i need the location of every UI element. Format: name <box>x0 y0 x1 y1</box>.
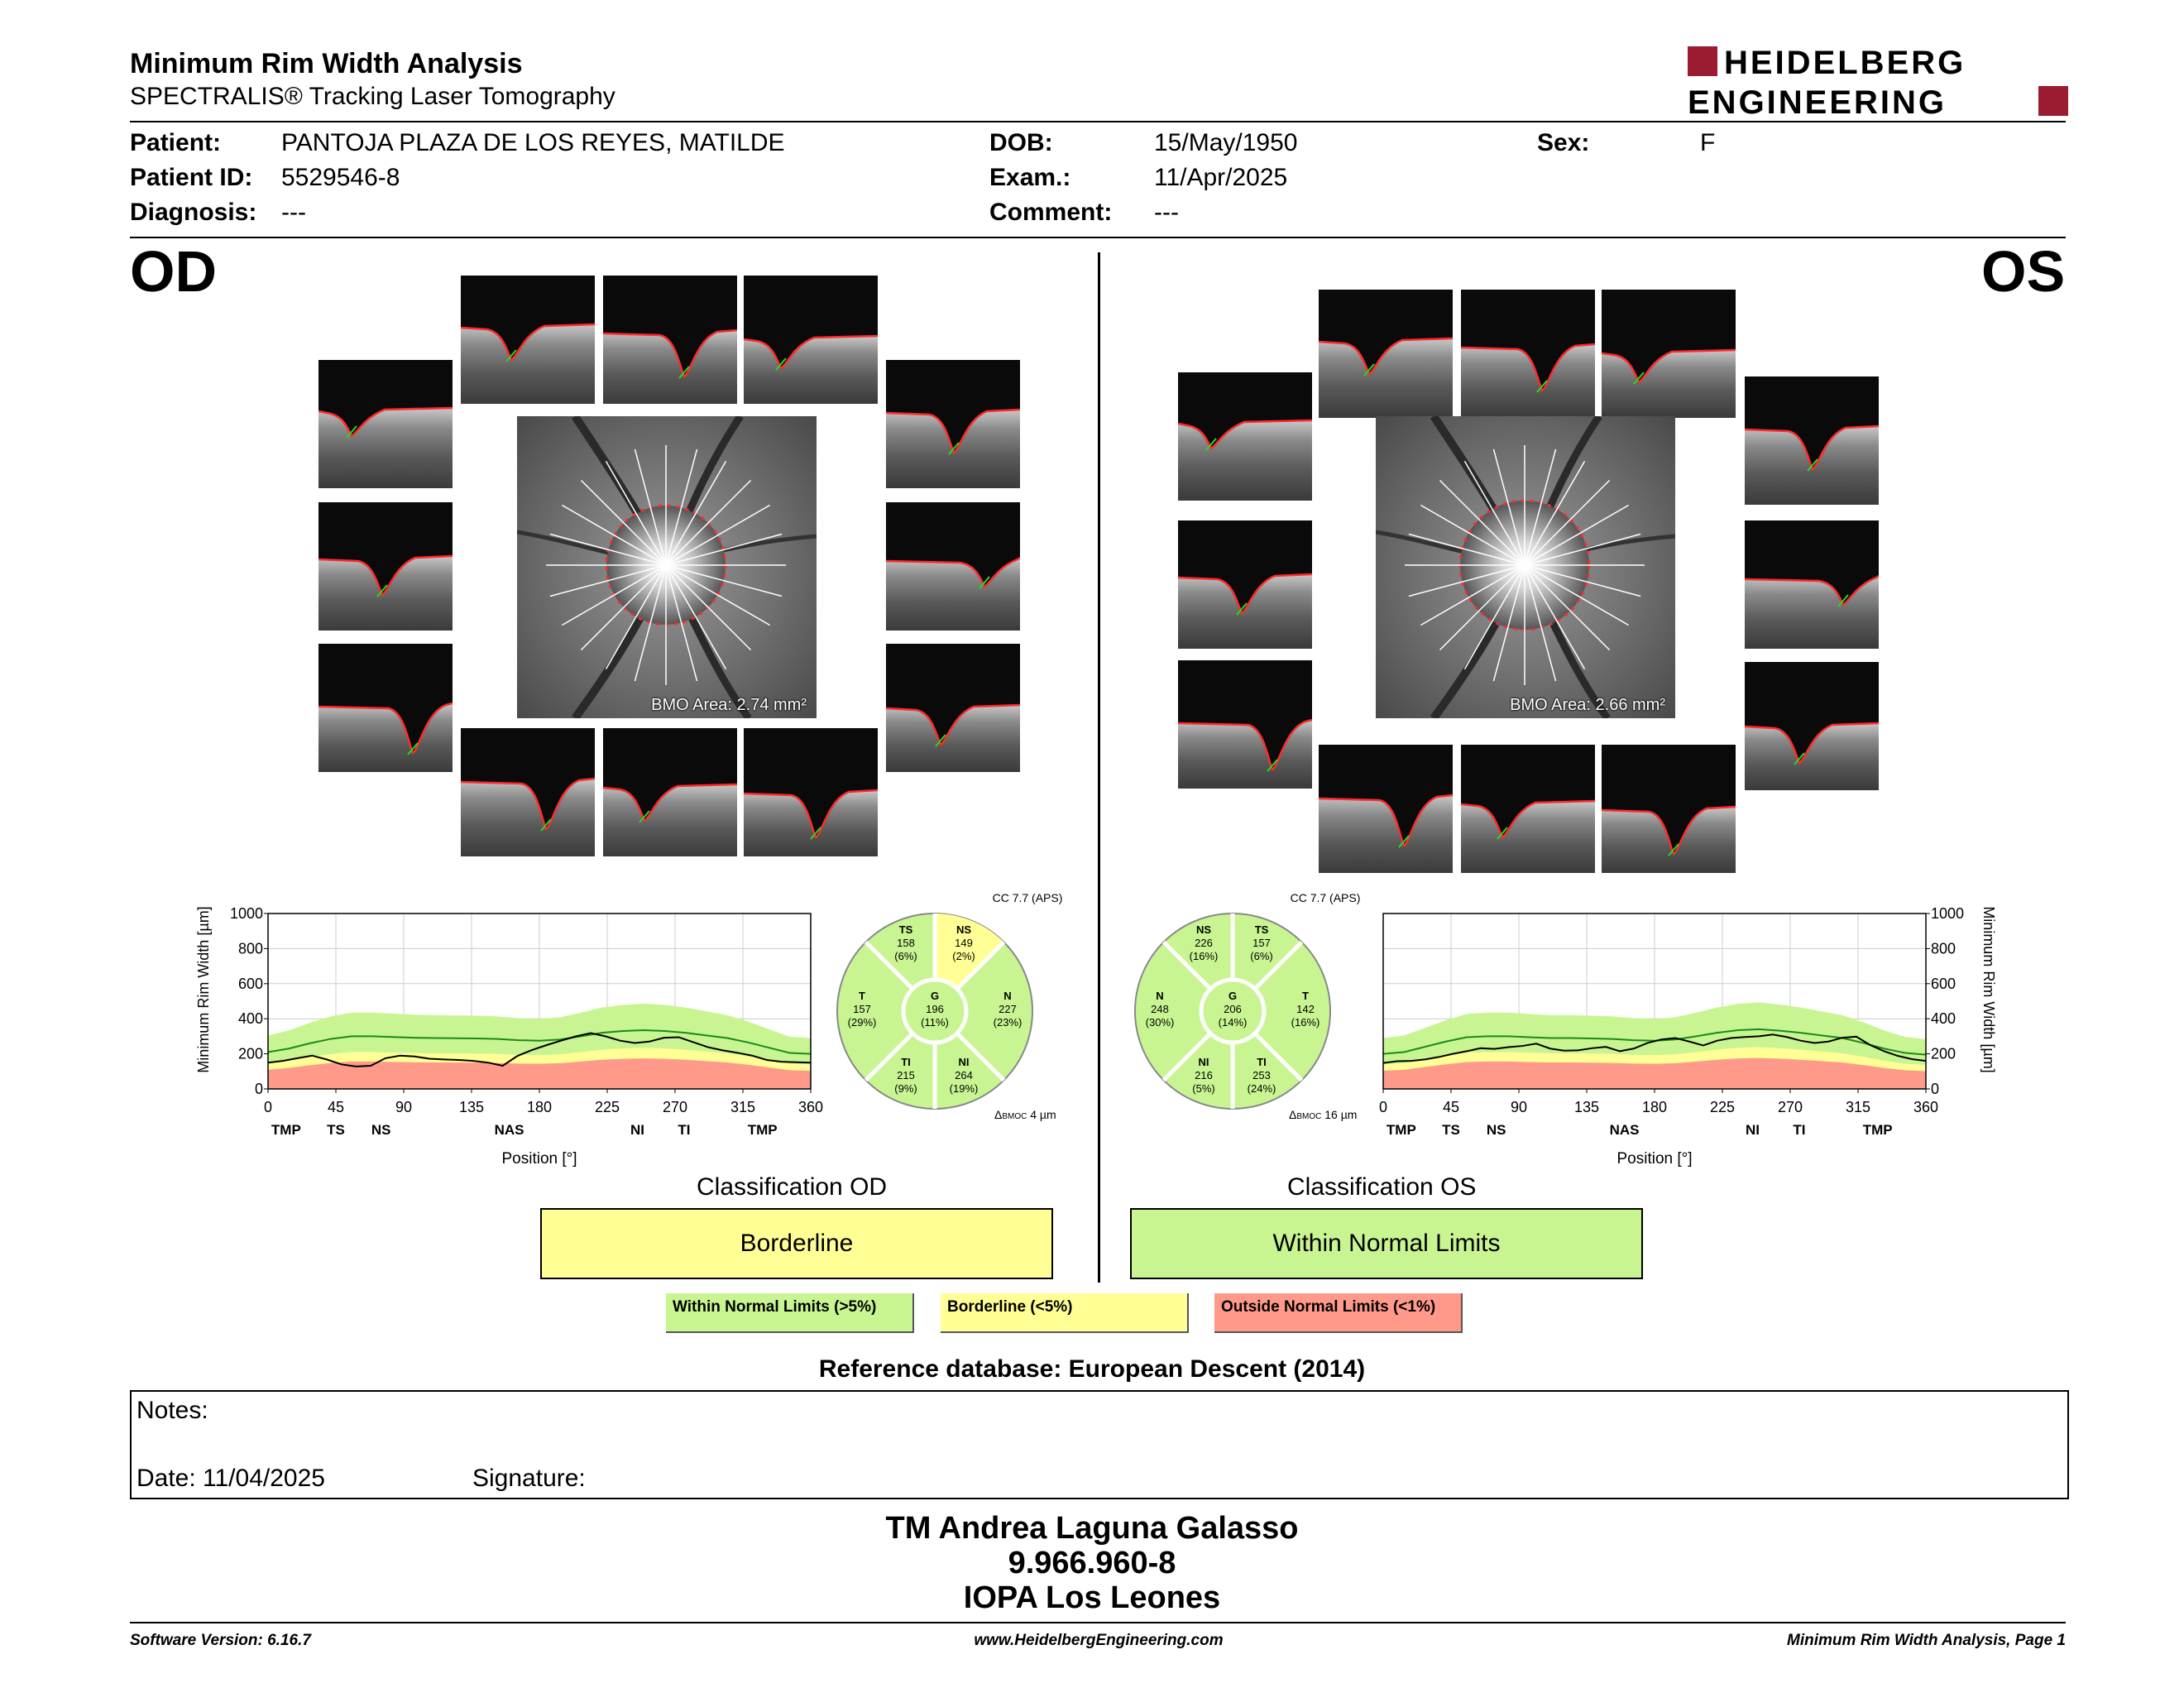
signer-id: 9.966.960-8 <box>1008 1546 1176 1580</box>
od-oct-scan <box>744 276 878 404</box>
svg-text:(11%): (11%) <box>921 1016 949 1029</box>
od-oct-scan <box>461 728 595 856</box>
os-region-label: NAS <box>1609 1122 1640 1138</box>
svg-text:(16%): (16%) <box>1189 950 1219 962</box>
svg-text:NI: NI <box>1198 1056 1209 1068</box>
os-mrw-graph <box>1357 892 2004 1173</box>
exam-label: Exam.: <box>989 164 1071 191</box>
svg-text:253: 253 <box>1252 1069 1271 1081</box>
header-divider <box>130 121 2066 122</box>
os-bmo-area: BMO Area: 2.66 mm² <box>1510 696 1665 714</box>
footer-divider <box>130 1622 2066 1623</box>
logo-line-1: HEIDELBERG <box>1724 46 1966 81</box>
svg-text:G: G <box>930 990 940 1002</box>
os-xtick-label: 0 <box>1378 1099 1388 1115</box>
od-oct-scan <box>318 360 453 488</box>
os-oct-scan <box>1602 745 1736 873</box>
sex-label: Sex: <box>1537 129 1590 156</box>
svg-text:(23%): (23%) <box>993 1016 1023 1029</box>
website: www.HeidelbergEngineering.com <box>974 1632 1224 1649</box>
sex-value: F <box>1700 129 1716 156</box>
patient-id-label: Patient ID: <box>130 164 253 191</box>
svg-text:(2%): (2%) <box>952 950 975 962</box>
od-xtick-label: 135 <box>458 1099 485 1115</box>
od-ylabel: Minimum Rim Width [µm] <box>195 906 212 1073</box>
svg-text:(29%): (29%) <box>847 1016 877 1029</box>
od-mrw-graph <box>189 892 836 1173</box>
report-subtitle: SPECTRALIS® Tracking Laser Tomography <box>130 83 615 110</box>
os-region-label: NS <box>1486 1122 1506 1138</box>
od-xtick-label: 315 <box>730 1099 756 1115</box>
svg-text:(5%): (5%) <box>1192 1082 1215 1095</box>
svg-text:157: 157 <box>1252 937 1271 949</box>
svg-text:215: 215 <box>897 1069 915 1081</box>
comment-label: Comment: <box>989 199 1113 226</box>
od-fundus-image <box>517 416 817 718</box>
svg-text:TS: TS <box>898 923 913 936</box>
os-xtick-label: 180 <box>1641 1099 1668 1115</box>
software-version: Software Version: 6.16.7 <box>130 1632 311 1649</box>
os-xtick-label: 90 <box>1510 1099 1528 1115</box>
os-label: OS <box>1981 239 2066 304</box>
svg-text:226: 226 <box>1195 937 1213 949</box>
od-sector-chart <box>836 887 1075 1127</box>
od-classification-title: Classification OD <box>697 1173 888 1201</box>
exam-value: 11/Apr/2025 <box>1154 164 1288 191</box>
os-oct-scan <box>1745 376 1879 505</box>
dob-value: 15/May/1950 <box>1154 129 1298 156</box>
svg-text:G: G <box>1228 990 1238 1002</box>
svg-text:196: 196 <box>926 1003 944 1015</box>
os-ytick-label: 400 <box>1931 1010 1956 1028</box>
od-oct-scan <box>461 276 595 404</box>
patient-divider <box>130 237 2066 238</box>
od-region-label: NI <box>630 1122 644 1138</box>
od-bmoc-label: ΔBMOC 4 µm <box>994 1108 1056 1121</box>
od-region-label: TMP <box>271 1122 301 1138</box>
od-xtick-label: 0 <box>263 1099 273 1115</box>
svg-text:264: 264 <box>955 1069 973 1081</box>
od-classification-box: Borderline <box>540 1208 1053 1279</box>
patient-id: 5529546-8 <box>281 164 400 191</box>
os-classification-box: Within Normal Limits <box>1130 1208 1643 1279</box>
od-ytick-label: 200 <box>237 1045 263 1062</box>
svg-text:(16%): (16%) <box>1291 1016 1320 1029</box>
os-fundus-image <box>1376 416 1675 718</box>
od-oct-scan <box>886 502 1020 631</box>
od-ytick-label: 1000 <box>229 905 263 922</box>
svg-text:(9%): (9%) <box>894 1082 917 1095</box>
os-oct-scan <box>1745 520 1879 649</box>
svg-text:157: 157 <box>853 1003 871 1015</box>
diagnosis-label: Diagnosis: <box>130 199 257 226</box>
od-region-label: NS <box>371 1122 391 1138</box>
os-oct-scan <box>1745 662 1879 790</box>
od-oct-scan <box>744 728 878 856</box>
svg-text:T: T <box>859 990 865 1002</box>
od-xtick-label: 180 <box>526 1099 553 1115</box>
os-classification-title: Classification OS <box>1287 1173 1477 1201</box>
svg-text:NS: NS <box>956 923 972 936</box>
os-ytick-label: 200 <box>1931 1045 1956 1062</box>
page-info: Minimum Rim Width Analysis, Page 1 <box>1787 1632 2066 1649</box>
svg-text:227: 227 <box>999 1003 1017 1015</box>
od-xtick-label: 90 <box>395 1099 413 1115</box>
os-oct-scan <box>1178 372 1312 501</box>
comment-value: --- <box>1154 199 1179 226</box>
os-oct-scan <box>1319 290 1453 418</box>
os-xtick-label: 315 <box>1845 1099 1871 1115</box>
od-ytick-label: 400 <box>237 1010 263 1028</box>
date-label: Date: 11/04/2025 <box>136 1465 325 1492</box>
os-cc: CC 7.7 (APS) <box>1290 891 1361 904</box>
os-ytick-label: 0 <box>1931 1081 1940 1097</box>
os-region-label: TI <box>1793 1122 1806 1138</box>
svg-text:248: 248 <box>1151 1003 1169 1015</box>
os-region-label: NI <box>1745 1122 1760 1138</box>
svg-text:NI: NI <box>958 1056 970 1068</box>
svg-text:(6%): (6%) <box>894 950 917 962</box>
notes-label: Notes: <box>136 1397 208 1424</box>
os-xlabel: Position [°] <box>1616 1150 1693 1168</box>
os-region-label: TMP <box>1862 1122 1893 1138</box>
svg-text:TI: TI <box>901 1056 911 1068</box>
od-region-label: NAS <box>494 1122 524 1138</box>
os-region-label: TMP <box>1386 1122 1416 1138</box>
legend-normal: Within Normal Limits (>5%) <box>666 1293 914 1333</box>
os-oct-scan <box>1178 520 1312 649</box>
od-region-label: TMP <box>747 1122 778 1138</box>
signer-institution: IOPA Los Leones <box>963 1580 1221 1615</box>
svg-text:T: T <box>1302 990 1309 1002</box>
os-xtick-label: 225 <box>1709 1099 1736 1115</box>
os-xtick-label: 360 <box>1913 1099 1939 1115</box>
od-oct-scan <box>603 728 737 856</box>
svg-text:TS: TS <box>1254 923 1269 936</box>
svg-text:N: N <box>1156 990 1164 1002</box>
os-oct-scan <box>1178 660 1312 789</box>
od-oct-scan <box>886 360 1020 488</box>
svg-text:149: 149 <box>955 937 973 949</box>
os-ytick-label: 1000 <box>1931 905 1965 922</box>
dob-label: DOB: <box>989 129 1053 156</box>
od-oct-scan <box>318 644 453 772</box>
svg-text:(30%): (30%) <box>1145 1016 1175 1029</box>
od-bmo-area: BMO Area: 2.74 mm² <box>651 696 807 714</box>
od-oct-scan <box>886 644 1020 772</box>
patient-name: PANTOJA PLAZA DE LOS REYES, MATILDE <box>281 129 785 156</box>
svg-text:TI: TI <box>1257 1056 1267 1068</box>
os-xtick-label: 45 <box>1442 1099 1460 1115</box>
svg-text:(14%): (14%) <box>1218 1016 1248 1029</box>
signer-name: TM Andrea Laguna Galasso <box>885 1511 1299 1546</box>
patient-label: Patient: <box>130 129 222 156</box>
od-xlabel: Position [°] <box>501 1150 577 1168</box>
os-ylabel: Minimum Rim Width [µm] <box>1980 906 1997 1073</box>
svg-text:142: 142 <box>1296 1003 1315 1015</box>
od-region-label: TI <box>678 1122 691 1138</box>
od-region-label: TS <box>327 1122 345 1138</box>
os-ytick-label: 600 <box>1931 975 1956 992</box>
os-oct-scan <box>1602 290 1736 418</box>
svg-text:158: 158 <box>897 937 915 949</box>
os-oct-scan <box>1461 745 1595 873</box>
od-ytick-label: 0 <box>254 1081 263 1097</box>
os-oct-scan <box>1319 745 1453 873</box>
signature-label: Signature: <box>472 1465 586 1492</box>
svg-text:206: 206 <box>1224 1003 1242 1015</box>
od-ytick-label: 800 <box>237 940 263 957</box>
diagnosis-value: --- <box>281 199 306 226</box>
eye-divider <box>1098 252 1100 1283</box>
od-xtick-label: 45 <box>327 1099 345 1115</box>
os-bmoc-label: ΔBMOC 16 µm <box>1289 1108 1358 1121</box>
svg-text:N: N <box>1003 990 1012 1002</box>
od-label: OD <box>130 239 217 304</box>
os-xtick-label: 135 <box>1573 1099 1600 1115</box>
od-bmoc: 4 µm <box>1030 1108 1056 1121</box>
report-title: Minimum Rim Width Analysis <box>130 48 523 79</box>
od-oct-scan <box>318 502 453 631</box>
legend-outside: Outside Normal Limits (<1%) <box>1214 1293 1463 1333</box>
os-sector-chart <box>1133 887 1373 1127</box>
svg-text:(19%): (19%) <box>949 1082 979 1095</box>
os-region-label: TS <box>1442 1122 1460 1138</box>
od-ytick-label: 600 <box>237 975 263 992</box>
svg-text:(6%): (6%) <box>1250 950 1273 962</box>
od-xtick-label: 360 <box>797 1099 824 1115</box>
notes-box[interactable] <box>130 1390 2069 1499</box>
od-xtick-label: 225 <box>594 1099 620 1115</box>
od-oct-scan <box>603 276 737 404</box>
heidelberg-logo <box>1688 46 2068 116</box>
os-ytick-label: 800 <box>1931 940 1956 957</box>
os-oct-scan <box>1461 290 1595 418</box>
svg-text:NS: NS <box>1195 923 1212 936</box>
od-xtick-label: 270 <box>662 1099 688 1115</box>
legend-borderline: Borderline (<5%) <box>941 1293 1189 1333</box>
svg-text:216: 216 <box>1195 1069 1213 1081</box>
reference-database: Reference database: European Descent (2014) <box>818 1355 1366 1383</box>
svg-text:(24%): (24%) <box>1247 1082 1276 1095</box>
os-xtick-label: 270 <box>1777 1099 1803 1115</box>
os-bmoc: 16 µm <box>1324 1108 1358 1121</box>
logo-line-2: ENGINEERING <box>1688 84 1947 116</box>
od-cc: CC 7.7 (APS) <box>992 891 1063 904</box>
